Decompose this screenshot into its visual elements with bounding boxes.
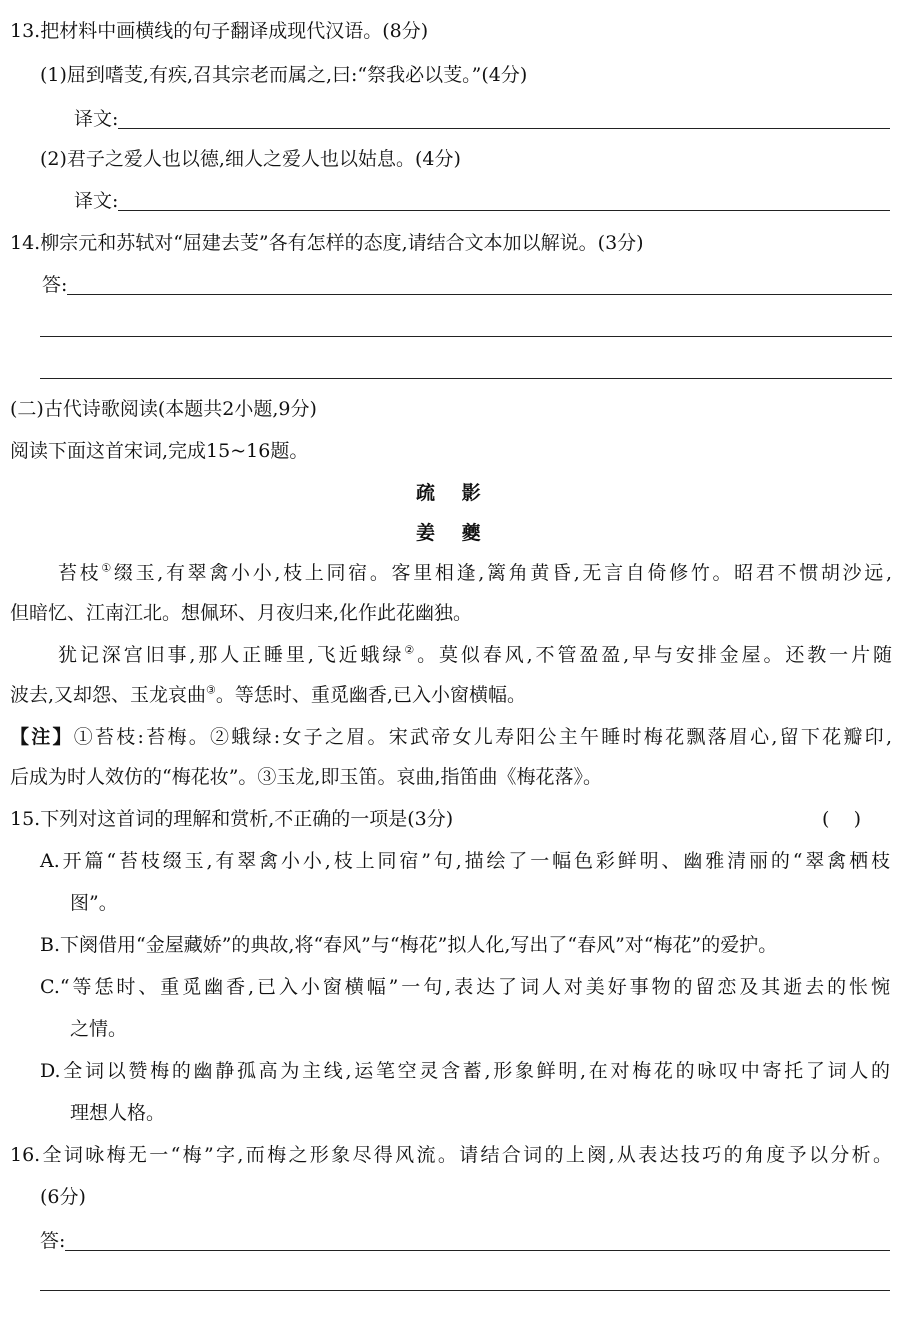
answer-label: 答:	[42, 274, 68, 296]
q14-stem: 14.柳宗元和苏轼对“屈建去芰”各有怎样的态度,请结合文本加以解说。(3分)	[10, 232, 644, 254]
answer-line[interactable]	[40, 378, 892, 379]
section-instruction: 阅读下面这首宋词,完成15~16题。	[10, 440, 309, 462]
answer-line[interactable]	[67, 293, 892, 295]
poem-stanza2-line2: 波去,又却怨、玉龙哀曲③。等恁时、重觅幽香,已入小窗横幅。	[10, 683, 526, 706]
answer-bracket[interactable]: ( )	[822, 808, 861, 830]
q15-option-c[interactable]: C.“等恁时、重觅幽香,已入小窗横幅”一句,表达了词人对美好事物的留恋及其逝去的怅惋	[40, 976, 890, 998]
q13-sentence-2: (2)君子之爱人也以德,细人之爱人也以姑息。(4分)	[40, 148, 461, 170]
q15-option-d[interactable]: D.全词以赞梅的幽静孤高为主线,运笔空灵含蓄,形象鲜明,在对梅花的咏叹中寄托了词人的	[40, 1060, 890, 1082]
footnote-ref: ②	[404, 643, 418, 657]
answer-label: 答:	[40, 1230, 66, 1252]
poem-notes-line1: 【注】①苔枝:苔梅。②蛾绿:女子之眉。宋武帝女儿寿阳公主午睡时梅花飘落眉心,留下花瓣印,	[10, 726, 892, 748]
translation-label: 译文:	[74, 108, 119, 130]
q15-option-d-cont: 理想人格。	[70, 1102, 166, 1124]
answer-line[interactable]	[65, 1249, 890, 1251]
q16-answer[interactable]	[40, 1228, 890, 1254]
q16-stem: 16.全词咏梅无一“梅”字,而梅之形象尽得风流。请结合词的上阕,从表达技巧的角度予以分析。	[10, 1144, 892, 1166]
poem-notes-line2: 后成为时人效仿的“梅花妆”。③玉龙,即玉笛。哀曲,指笛曲《梅花落》。	[10, 766, 603, 788]
answer-line[interactable]	[40, 1290, 890, 1291]
section-heading: (二)古代诗歌阅读(本题共2小题,9分)	[10, 398, 317, 420]
q16-stem-cont: (6分)	[40, 1186, 86, 1208]
poem-author: 姜 夔	[416, 522, 491, 544]
q13-sentence-1: (1)屈到嗜芰,有疾,召其宗老而属之,曰:“祭我必以芰。”(4分)	[40, 64, 528, 86]
answer-line[interactable]	[40, 336, 892, 337]
footnote-ref: ①	[101, 561, 114, 575]
q14-answer[interactable]	[42, 272, 892, 298]
q15-option-a[interactable]: A.开篇“苔枝缀玉,有翠禽小小,枝上同宿”句,描绘了一幅色彩鲜明、幽雅清丽的“翠禽栖枝	[40, 850, 890, 872]
q15-option-b[interactable]: B.下阕借用“金屋藏娇”的典故,将“春风”与“梅花”拟人化,写出了“春风”对“梅花”的爱护。	[40, 934, 778, 956]
answer-line[interactable]	[118, 209, 890, 211]
poem-stanza2-line1: 犹记深宫旧事,那人正睡里,飞近蛾绿②。莫似春风,不管盈盈,早与安排金屋。还教一片随	[58, 643, 892, 666]
footnote-ref: ③	[206, 683, 216, 697]
q15-option-a-cont: 图”。	[70, 892, 118, 914]
answer-line[interactable]	[118, 127, 890, 129]
q13-stem: 13.把材料中画横线的句子翻译成现代汉语。(8分)	[10, 20, 429, 42]
q15-option-c-cont: 之情。	[70, 1018, 128, 1040]
poem-stanza1-line2: 但暗忆、江南江北。想佩环、月夜归来,化作此花幽独。	[10, 602, 473, 624]
q15-stem: 15.下列对这首词的理解和赏析,不正确的一项是(3分)	[10, 808, 454, 830]
poem-title: 疏 影	[416, 482, 491, 504]
q13-answer-2[interactable]	[74, 188, 890, 214]
poem-stanza1-line1: 苔枝①缀玉,有翠禽小小,枝上同宿。客里相逢,篱角黄昏,无言自倚修竹。昭君不惯胡沙远,	[58, 561, 892, 584]
translation-label: 译文:	[74, 190, 119, 212]
q13-answer-1[interactable]	[74, 106, 890, 132]
notes-tag: 【注】	[10, 726, 74, 748]
